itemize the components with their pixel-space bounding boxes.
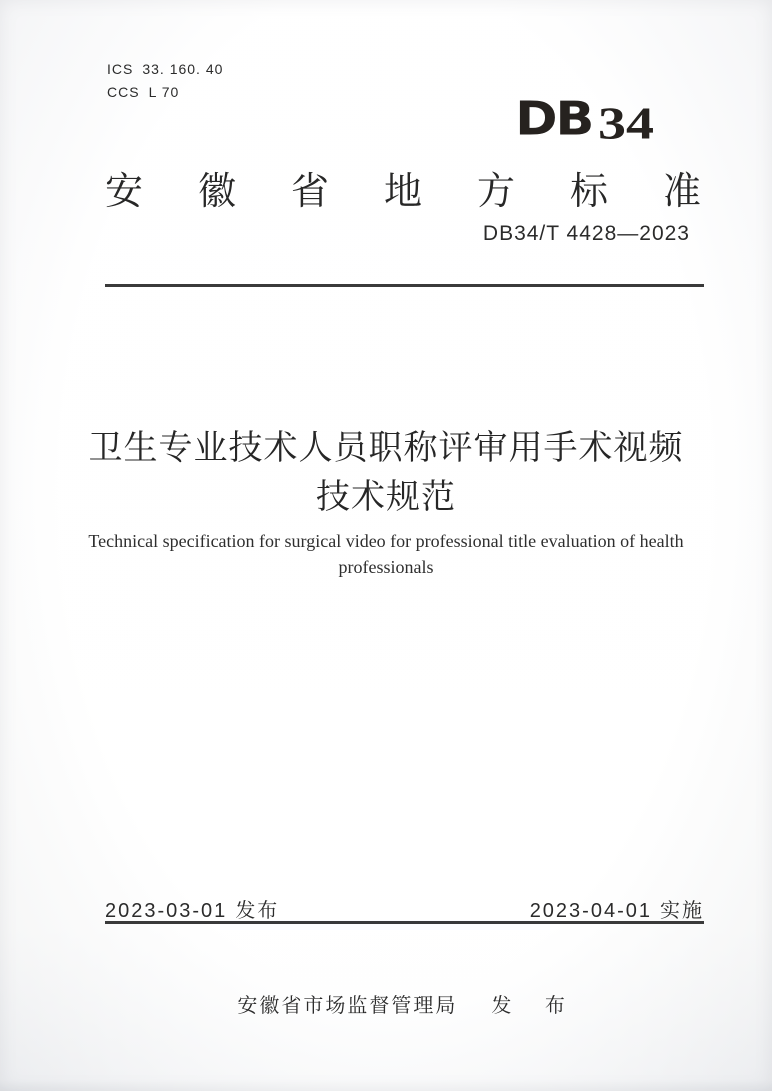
- dates-row: [105, 894, 704, 923]
- db34-logo: [516, 86, 654, 150]
- ccs-label: CCS: [107, 84, 140, 100]
- db34-logo-db-text: DB: [515, 92, 593, 146]
- ccs-code: L 70: [148, 84, 180, 100]
- issue-date: 2023-03-01: [105, 900, 228, 922]
- document-title-chinese: 卫生专业技术人员职称评审用手术视频技术规范: [88, 429, 684, 516]
- footer-divider-line: [105, 921, 704, 924]
- publisher-name: 安徽省市场监督管理局: [237, 995, 458, 1017]
- implement-label: 实施: [660, 900, 704, 922]
- document-title-english: Technical specification for surgical video for professional title evaluation of health professionals: [88, 531, 684, 577]
- implement-date: 2023-04-01: [529, 900, 652, 922]
- ccs-code-line: [107, 81, 232, 104]
- ics-label: ICS: [107, 61, 134, 77]
- publisher-row: [86, 966, 686, 1041]
- header-divider-line: [105, 284, 704, 287]
- standard-number: DB34/T 4428—2023: [482, 222, 690, 245]
- publish-label: 发 布: [491, 995, 579, 1017]
- implement-date-group: [530, 894, 704, 923]
- issue-label: 发布: [235, 900, 280, 922]
- ics-code-line: [107, 58, 232, 81]
- ics-code: 33. 160. 40: [142, 61, 224, 77]
- issue-date-group: [105, 894, 279, 923]
- standard-category-title: 安徽省地方标准: [105, 171, 757, 213]
- classification-codes: [107, 58, 232, 104]
- db34-logo-34-text: 34: [598, 98, 654, 150]
